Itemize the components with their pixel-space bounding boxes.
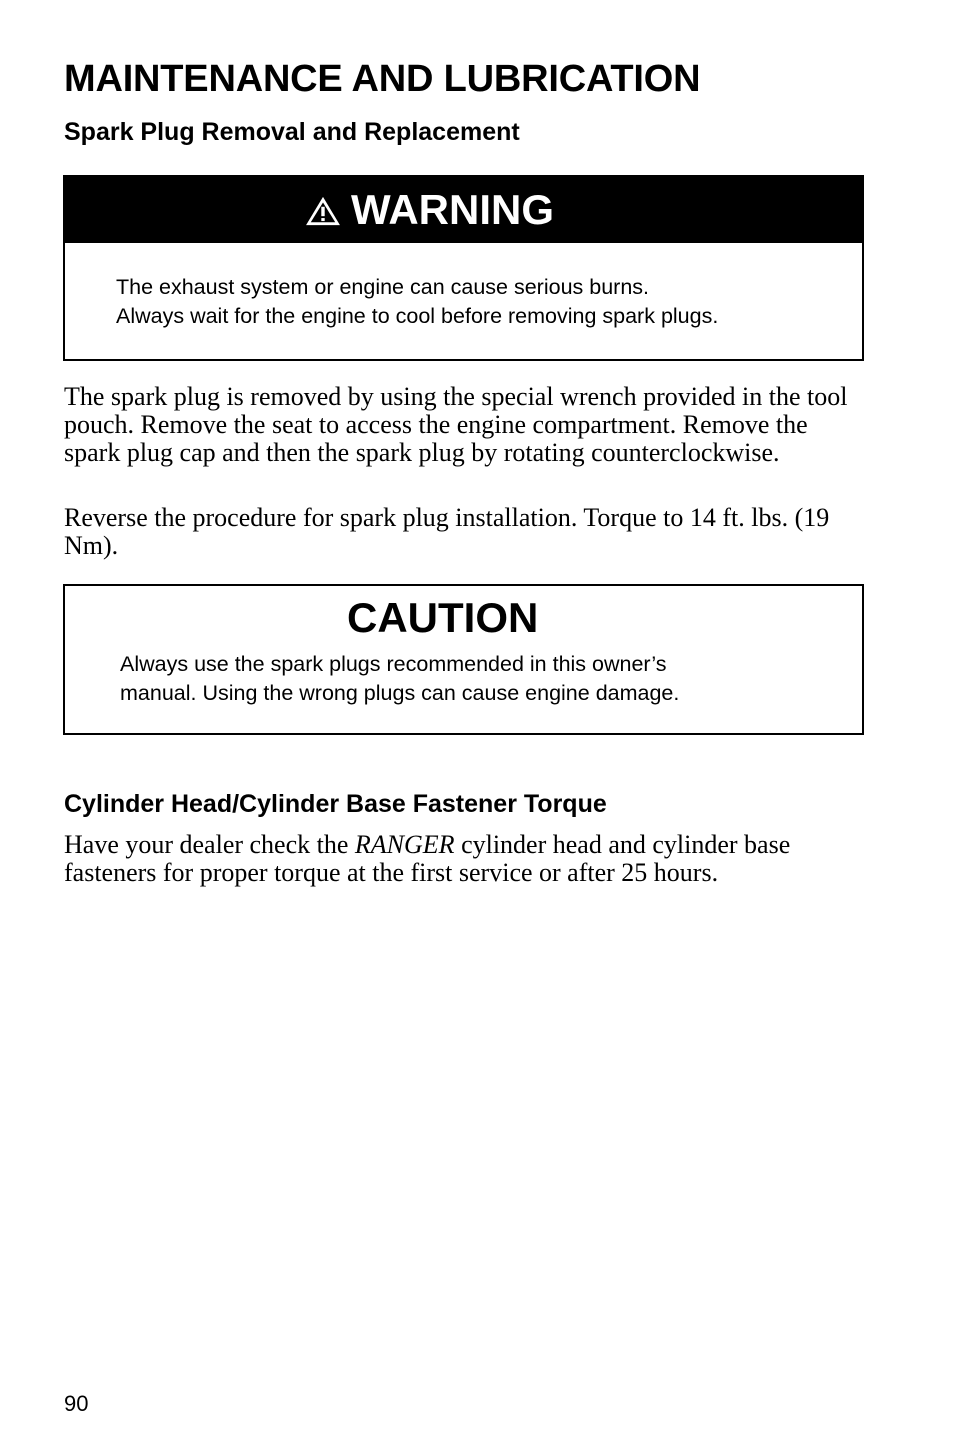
caution-text-line-1: Always use the spark plugs recommended in this owner’s [120, 652, 667, 676]
warning-title: WARNING [351, 186, 554, 233]
cylinder-paragraph [64, 831, 864, 887]
section-heading-spark-plug: Spark Plug Removal and Replacement [64, 118, 520, 146]
section-heading-cylinder: Cylinder Head/Cylinder Base Fastener Torque [64, 790, 607, 818]
warning-body [116, 273, 856, 331]
page-title: MAINTENANCE AND LUBRICATION [64, 58, 701, 100]
cylinder-text-end: cylinder head and cylinder base fasteners for proper torque at the first service or after 25 hours. [64, 830, 791, 887]
caution-text-line-2: manual. Using the wrong plugs can cause engine damage. [120, 681, 680, 705]
caution-body [120, 650, 840, 708]
warning-header [65, 177, 862, 243]
caution-title: CAUTION [347, 594, 539, 641]
page-number: 90 [64, 1391, 89, 1416]
caution-box [63, 584, 864, 735]
ranger-emphasis: RANGER [354, 830, 455, 859]
cylinder-text-start: Have your dealer check the [64, 830, 355, 859]
warning-box [63, 175, 864, 361]
warning-text-line-2: Always wait for the engine to cool before removing spark plugs. [116, 304, 719, 328]
warning-text-line-1: The exhaust system or engine can cause serious burns. [116, 275, 650, 299]
warning-triangle-icon [303, 195, 343, 227]
installation-paragraph: Reverse the procedure for spark plug installation. Torque to 14 ft. lbs. (19 Nm). [64, 503, 830, 560]
removal-paragraph: The spark plug is removed by using the special wrench provided in the tool pouch. Remove the seat to access the engine compartment. Remove the spark plug cap and then the spark plug by rotating counterclockwise. [64, 382, 848, 467]
